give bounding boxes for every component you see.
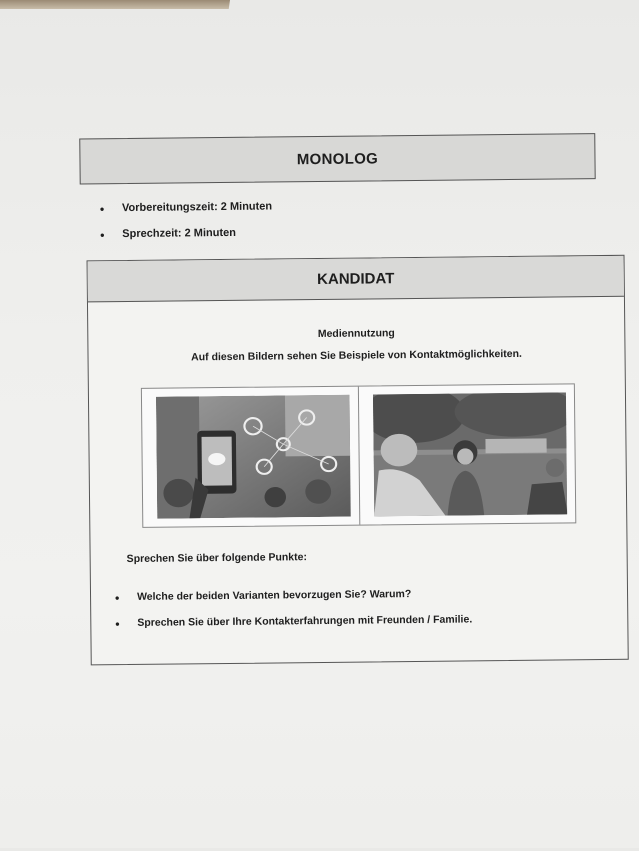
bullet-icon: • [114,591,120,606]
people-outdoors-photo [372,392,567,516]
photo-cell [358,384,575,524]
list-item [115,587,472,605]
kandidat-header: KANDIDAT [88,256,624,303]
topic-title: Mediennutzung [317,327,395,341]
photo-strip [141,383,576,528]
info-item [100,226,272,242]
photo-cell [142,387,360,527]
bullet-icon: • [115,617,120,632]
points-list [115,587,472,643]
speaking-time: Sprechzeit: 2 Minuten [122,226,236,241]
intro-text: Auf diesen Bildern sehen Sie Beispiele von Kontaktmöglichkeiten. [191,347,522,364]
point-text: Sprechen Sie über Ihre Kontakterfahrungen mit Freunden / Familie. [137,613,473,629]
info-list [100,200,273,254]
info-item [100,200,272,216]
kandidat-box [87,255,629,666]
point-text: Welche der beiden Varianten bevorzugen Sie? Warum? [136,588,412,603]
bullet-icon: • [99,202,105,217]
monolog-title: MONOLOG [79,133,595,184]
preparation-time: Vorbereitungszeit: 2 Minuten [121,200,273,215]
prompt-text: Sprechen Sie über folgende Punkte: [126,551,308,566]
bullet-icon: • [100,228,105,243]
smartphone-social-media-photo [156,395,351,519]
list-item [115,613,472,631]
